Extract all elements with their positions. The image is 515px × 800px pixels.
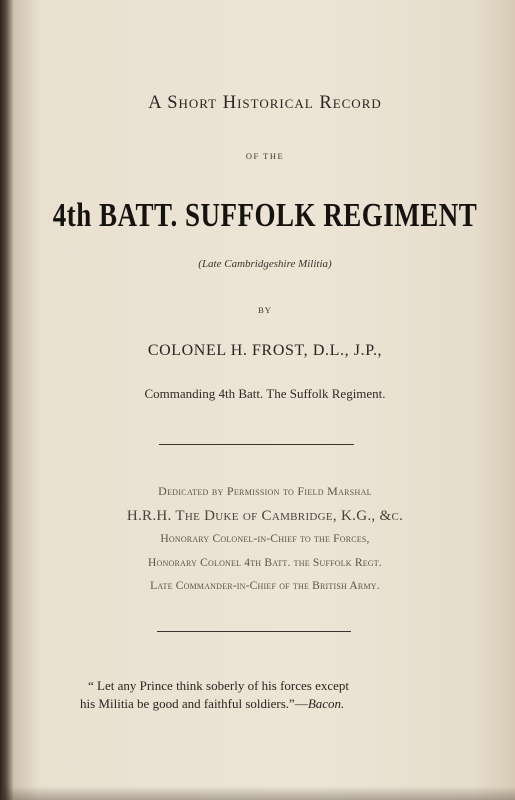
by-label: BY [258, 305, 272, 315]
heading-regiment-name: 4th BATT. SUFFOLK REGIMENT [52, 196, 478, 234]
quote-line-2-text: his Militia be good and faithful soldiers.”— [80, 696, 308, 711]
quote-attribution: Bacon. [307, 696, 345, 711]
heading-short-historical-record: A Short Historical Record [148, 93, 382, 113]
divider-bottom [157, 631, 351, 632]
author-name: COLONEL H. FROST, D.L., J.P., [147, 342, 383, 359]
epigraph-quote [80, 677, 444, 713]
heading-of-the: OF THE [245, 151, 285, 161]
dedication-line-5: Late Commander-in-Chief of the British Army. [150, 580, 380, 592]
author-role: Commanding 4th Batt. The Suffolk Regiment. [144, 386, 386, 401]
dedication-line-2: H.R.H. The Duke of Cambridge, K.G., &c. [126, 508, 404, 524]
quote-line-1: “ Let any Prince think soberly of his forces except [88, 678, 349, 693]
dedication-line-1: Dedicated by Permission to Field Marshal [158, 484, 372, 498]
dedication-line-3: Honorary Colonel-in-Chief to the Forces, [160, 533, 370, 545]
subtitle-late-militia: (Late Cambridgeshire Militia) [198, 258, 332, 270]
quote-line-2 [80, 695, 444, 713]
dedication-line-4: Honorary Colonel 4th Batt. the Suffolk Regt. [148, 557, 382, 569]
divider-top [159, 444, 354, 445]
